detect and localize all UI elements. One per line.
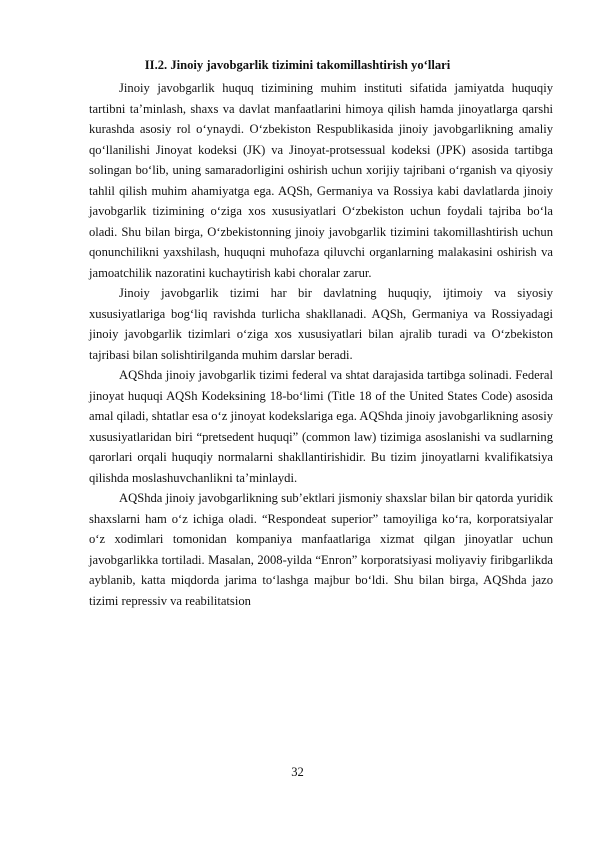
- section-heading: II.2. Jinoiy javobgarlik tizimini takomillashtirish yo‘llari: [144, 58, 451, 72]
- body-text: [89, 78, 553, 611]
- paragraph-4: AQShda jinoiy javobgarlikning sub’ektlari jismoniy shaxslar bilan bir qatorda yuridik shaxslarni ham o‘z ichiga oladi. “Respondeat superior” tamoyiliga ko‘ra, korporatsiyalar o‘z xodimlari tomonidan kompaniya manfaatlariga xizmat qilgan jinoyatlar uchun javobgarlikka tortiladi. Masalan, 2008-yilda “Enron” korporatsiyasi moliyaviy firibgarlikda ayblanib, katta miqdorda jarima to‘lashga majbur bo‘ldi. Shu bilan birga, AQShda jazo tizimi repressiv va reabilitatsion: [89, 491, 553, 608]
- paragraph-1: Jinoiy javobgarlik huquq tizimining muhim instituti sifatida jamiyatda huquqiy tartibni ta’minlash, shaxs va davlat manfaatlarini himoya qilish hamda jinoyatlarga qarshi kurashda asosiy rol o‘ynaydi. O‘zbekiston Respublikasida jinoiy javobgarlikning amaliy qo‘llanilishi Jinoyat kodeksi (JK) va Jinoyat-protsessual kodeksi (JPK) asosida tartibga solingan bo‘lib, uning samaradorligini oshirish uchun xorijiy tajribani o‘rganish va qiyosiy tahlil qilish muhim ahamiyatga ega. AQSh, Germaniya va Rossiya kabi davlatlarda jinoiy javobgarlik tizimining o‘ziga xos xususiyatlari O‘zbekiston uchun foydali tajriba bo‘la oladi. Shu bilan birga, O‘zbekistonning jinoiy javobgarlik tizimini takomillashtirish uchun qonunchilikni yaxshilash, huquqni muhofaza qiluvchi organlarning malakasini oshirish va jamoatchilik nazoratini kuchaytirish kabi choralar zarur.: [89, 81, 553, 280]
- paragraph-3: AQShda jinoiy javobgarlik tizimi federal va shtat darajasida tartibga solinadi. Federal jinoyat huquqi AQSh Kodeksining 18-bo‘limi (Title 18 of the United States Code) asosida amal qiladi, shtatlar esa o‘z jinoyat kodekslariga ega. AQShda jinoiy javobgarlikning asosiy xususiyatlaridan biri “pretsedent huquqi” (common law) tizimiga asoslanishi va sudlarning qarorlari orqali huquqiy normalarni shakllantirishidir. Bu tizim jinoyatlarni kvalifikatsiya qilishda moslashuvchanlikni ta’minlaydi.: [89, 368, 553, 485]
- page-number: 32: [291, 765, 304, 779]
- paragraph-2: Jinoiy javobgarlik tizimi har bir davlatning huquqiy, ijtimoiy va siyosiy xususiyatlariga bog‘liq ravishda turlicha shakllanadi. AQSh, Germaniya va Rossiyadagi jinoiy javobgarlik tizimlari o‘ziga xos xususiyatlari bilan ajralib turadi va O‘zbekiston tajribasi bilan solishtirilganda muhim darslar beradi.: [89, 286, 553, 362]
